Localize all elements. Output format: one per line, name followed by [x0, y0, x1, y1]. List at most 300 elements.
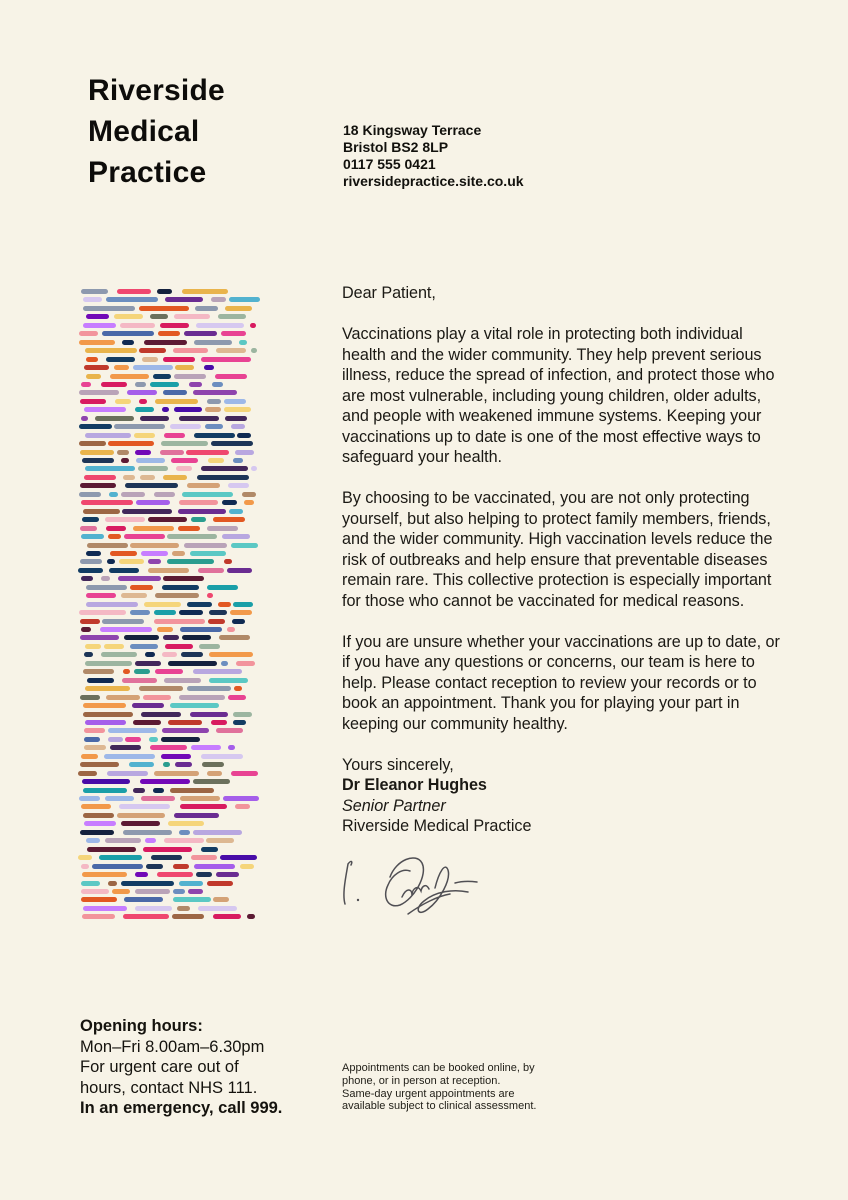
color-dash	[80, 526, 97, 531]
color-dash	[251, 348, 257, 353]
color-dash	[195, 306, 218, 311]
color-dash	[82, 872, 127, 877]
color-dash	[208, 458, 224, 463]
color-dash	[139, 686, 183, 691]
color-dash	[162, 407, 169, 412]
color-dash	[168, 821, 204, 826]
address-line-2: Bristol BS2 8LP	[343, 139, 449, 155]
color-dash	[132, 703, 164, 708]
color-dash	[144, 340, 187, 345]
color-dash	[114, 424, 165, 429]
color-dash	[162, 728, 209, 733]
color-dash	[163, 762, 170, 767]
color-dash	[84, 745, 106, 750]
color-dash	[240, 864, 254, 869]
color-dash	[227, 627, 235, 632]
color-dash	[138, 466, 168, 471]
color-dash	[153, 374, 171, 379]
color-dash	[80, 399, 107, 404]
color-dash	[154, 610, 176, 615]
color-dash	[136, 500, 170, 505]
color-dash	[182, 492, 233, 497]
color-dash	[78, 771, 97, 776]
color-dash	[81, 889, 110, 894]
color-dash	[141, 796, 176, 801]
opening-hours-block	[80, 1016, 283, 1119]
color-dash	[142, 357, 158, 362]
color-dash	[151, 855, 183, 860]
color-dash	[213, 914, 241, 919]
color-dash	[207, 771, 221, 776]
color-dash	[208, 619, 225, 624]
color-dash	[119, 804, 170, 809]
color-dash	[191, 517, 206, 522]
color-dash	[233, 712, 251, 717]
color-dash	[140, 779, 190, 784]
color-dash	[140, 416, 170, 421]
color-dash	[145, 838, 156, 843]
color-dash	[211, 297, 226, 302]
color-dash	[193, 830, 242, 835]
color-dash	[81, 500, 133, 505]
color-dash	[81, 416, 88, 421]
color-dash	[86, 593, 116, 598]
color-dash	[172, 914, 203, 919]
color-dash	[78, 855, 91, 860]
color-dash	[230, 610, 252, 615]
color-dash	[165, 644, 193, 649]
website-url: riversidepractice.site.co.uk	[343, 173, 524, 189]
color-dash	[155, 593, 199, 598]
color-dash	[140, 475, 155, 480]
color-dash	[130, 543, 179, 548]
color-dash	[193, 390, 238, 395]
color-dash	[108, 441, 154, 446]
color-dash	[105, 838, 141, 843]
color-dash	[123, 669, 130, 674]
color-dash	[148, 517, 187, 522]
color-dash	[250, 323, 256, 328]
color-dash	[85, 348, 136, 353]
color-dash	[105, 517, 145, 522]
color-dash	[165, 297, 203, 302]
color-dash	[164, 678, 201, 683]
color-dash	[133, 365, 173, 370]
color-dash	[104, 754, 154, 759]
appointments-small-print	[342, 1062, 540, 1113]
color-dash	[174, 314, 210, 319]
color-dash	[176, 466, 191, 471]
color-dash	[157, 872, 193, 877]
color-dash	[201, 754, 243, 759]
color-dash	[108, 728, 157, 733]
color-dash	[119, 559, 144, 564]
color-dash	[85, 661, 132, 666]
color-dash	[81, 864, 89, 869]
color-dash	[175, 365, 194, 370]
color-dash	[233, 602, 253, 607]
color-dash	[114, 365, 129, 370]
color-dash	[181, 652, 203, 657]
color-dash	[118, 576, 161, 581]
color-dash	[172, 551, 185, 556]
color-dash	[207, 881, 232, 886]
color-dash	[107, 559, 115, 564]
color-dash	[101, 652, 137, 657]
color-dash	[213, 517, 245, 522]
color-dash	[153, 788, 164, 793]
color-dash	[180, 804, 227, 809]
color-dash	[207, 593, 213, 598]
signatory-organisation: Riverside Medical Practice	[342, 817, 532, 835]
color-dash	[81, 897, 117, 902]
color-dash	[122, 678, 157, 683]
color-dash	[163, 475, 186, 480]
color-dash	[194, 433, 234, 438]
paragraph-community-protection: By choosing to be vaccinated, you are not only protecting yourself, but also helping to protect family members, friends, and the wider community. High vaccination levels reduce the risk of outbreaks and help ensure that preventable diseases remain rare. This collective protection is especially important for those who cannot be vaccinated for medical reasons.	[342, 489, 773, 610]
color-dash	[125, 483, 178, 488]
color-dash	[106, 695, 141, 700]
color-dash	[127, 390, 158, 395]
color-dash	[81, 289, 107, 294]
color-dash	[187, 602, 211, 607]
color-dash	[149, 737, 158, 742]
handwritten-signature-image	[338, 847, 488, 925]
color-dash	[84, 737, 101, 742]
color-dash	[123, 914, 168, 919]
paragraph-vaccination-role: Vaccinations play a vital role in protecting both individual health and the wider community. They help prevent serious illness, reduce the spread of infection, and protect those who are most vulnerable, including young children, older adults, and people with weakened immune systems. Keeping your vaccinations up to date is one of the most effective ways to safeguard your health.	[342, 325, 775, 466]
color-dash	[157, 627, 174, 632]
color-dash	[223, 796, 260, 801]
color-dash	[231, 771, 259, 776]
color-dash	[122, 509, 172, 514]
color-dash	[84, 365, 109, 370]
small-print-booking: Appointments can be booked online, by phone, or in person at reception.	[342, 1062, 535, 1087]
color-dash	[154, 619, 205, 624]
color-dash	[163, 357, 195, 362]
color-dash	[79, 331, 97, 336]
color-dash	[84, 821, 116, 826]
color-dash	[107, 771, 148, 776]
color-dash	[187, 483, 220, 488]
color-dash	[85, 686, 130, 691]
color-dash	[216, 728, 242, 733]
color-dash	[83, 509, 120, 514]
color-dash	[81, 881, 101, 886]
color-dash	[85, 433, 132, 438]
color-dash	[160, 450, 185, 455]
color-dash	[148, 568, 190, 573]
color-dash	[225, 416, 247, 421]
color-dash	[86, 602, 138, 607]
color-dash	[158, 331, 181, 336]
color-dash	[173, 897, 211, 902]
color-dash	[173, 864, 188, 869]
color-dash	[121, 492, 145, 497]
color-dash	[133, 720, 160, 725]
color-dash	[211, 720, 227, 725]
opening-hours-value: Mon–Fri 8.00am–6.30pm	[80, 1037, 265, 1056]
color-dash	[117, 450, 129, 455]
color-dash	[182, 289, 228, 294]
color-dash	[168, 661, 218, 666]
color-dash	[178, 509, 226, 514]
color-dash	[85, 720, 127, 725]
color-dash	[79, 390, 119, 395]
color-dash	[117, 289, 151, 294]
color-dash	[123, 475, 135, 480]
color-dash	[222, 500, 237, 505]
color-dash	[179, 881, 203, 886]
color-dash	[205, 407, 220, 412]
color-dash	[110, 745, 141, 750]
color-dash	[79, 340, 114, 345]
color-dash	[83, 906, 127, 911]
color-dash	[114, 314, 144, 319]
color-dash	[182, 635, 210, 640]
color-dash	[92, 864, 143, 869]
color-dash	[213, 897, 228, 902]
color-dash	[154, 492, 175, 497]
color-dash	[95, 416, 134, 421]
color-dash	[86, 357, 98, 362]
color-dash	[220, 855, 257, 860]
color-dash	[84, 652, 93, 657]
color-dash	[82, 458, 115, 463]
color-dash	[154, 771, 199, 776]
color-dash	[106, 297, 158, 302]
color-dash	[235, 804, 250, 809]
color-dash	[180, 627, 223, 632]
signatory-title: Senior Partner	[342, 796, 446, 815]
color-dash	[194, 340, 232, 345]
color-dash	[122, 340, 134, 345]
color-dash	[175, 762, 192, 767]
color-dash	[133, 788, 145, 793]
color-dash	[124, 635, 159, 640]
color-dash	[108, 534, 121, 539]
color-dash	[224, 559, 232, 564]
color-dash	[79, 492, 101, 497]
color-dash	[143, 695, 171, 700]
color-dash	[218, 314, 247, 319]
color-dash	[81, 754, 98, 759]
color-dash	[135, 407, 154, 412]
color-dash	[194, 864, 235, 869]
color-dash	[130, 610, 150, 615]
color-dash	[225, 306, 252, 311]
color-dash	[242, 492, 256, 497]
color-dash	[80, 450, 114, 455]
color-dash	[179, 695, 225, 700]
color-dash	[84, 407, 126, 412]
color-dash	[174, 407, 202, 412]
color-dash	[130, 585, 153, 590]
color-dash	[163, 635, 179, 640]
color-dash	[83, 813, 114, 818]
color-dash	[85, 644, 101, 649]
color-dash	[184, 543, 227, 548]
color-dash	[100, 627, 152, 632]
color-dash	[155, 669, 183, 674]
color-dash	[86, 838, 100, 843]
color-dash	[101, 576, 110, 581]
color-dash	[193, 669, 242, 674]
color-dash	[144, 602, 181, 607]
emergency-note: In an emergency, call 999.	[80, 1099, 283, 1117]
color-dash	[79, 610, 126, 615]
color-dash	[80, 695, 100, 700]
color-dash	[193, 779, 230, 784]
color-dash	[80, 483, 116, 488]
color-dash	[121, 593, 146, 598]
small-print-same-day: Same-day urgent appointments are available subject to clinical assessment.	[342, 1087, 537, 1113]
color-dash	[125, 737, 141, 742]
letter-body	[342, 283, 780, 925]
color-dash	[247, 914, 255, 919]
color-dash	[120, 323, 155, 328]
color-dash	[174, 374, 206, 379]
color-dash	[108, 881, 116, 886]
color-dash	[170, 424, 201, 429]
color-dash	[164, 838, 204, 843]
color-dash	[160, 323, 189, 328]
color-dash	[178, 526, 200, 531]
color-dash	[228, 695, 246, 700]
color-dash	[86, 551, 101, 556]
color-dash	[198, 568, 223, 573]
color-dash	[110, 374, 149, 379]
color-dash	[148, 559, 160, 564]
color-dash	[179, 500, 219, 505]
color-dash	[233, 720, 246, 725]
color-dash	[84, 475, 116, 480]
color-dash	[209, 610, 227, 615]
color-dash	[184, 331, 217, 336]
color-dash	[235, 450, 254, 455]
color-dash	[87, 543, 128, 548]
color-dash	[201, 466, 248, 471]
color-dash	[141, 551, 169, 556]
color-dash	[135, 906, 173, 911]
color-dash	[236, 661, 255, 666]
color-dash	[222, 534, 249, 539]
color-dash	[174, 813, 219, 818]
color-dash	[82, 779, 131, 784]
color-dash	[196, 323, 244, 328]
color-dash	[218, 602, 231, 607]
color-dash	[82, 517, 99, 522]
color-dash	[202, 762, 225, 767]
color-dash	[133, 526, 174, 531]
color-dash	[150, 314, 167, 319]
color-dash	[121, 881, 174, 886]
color-dash	[87, 678, 114, 683]
color-dash	[79, 424, 112, 429]
color-dash	[134, 433, 154, 438]
color-dash	[81, 382, 91, 387]
color-dash	[124, 534, 165, 539]
color-dash	[188, 889, 203, 894]
color-dash	[146, 864, 163, 869]
color-dash	[161, 441, 209, 446]
color-dash	[79, 796, 101, 801]
color-dash	[234, 686, 242, 691]
color-dash	[219, 635, 250, 640]
address-line-1: 18 Kingsway Terrace	[343, 122, 482, 138]
color-dash	[170, 788, 214, 793]
color-dash	[134, 669, 149, 674]
color-dash	[163, 390, 188, 395]
color-dash	[106, 357, 135, 362]
color-dash	[81, 534, 105, 539]
color-dash	[244, 500, 254, 505]
color-dash	[173, 348, 208, 353]
color-dash	[139, 399, 147, 404]
color-dash	[145, 652, 155, 657]
closing-line: Yours sincerely,	[342, 755, 454, 774]
color-dash	[228, 483, 249, 488]
color-dash	[141, 712, 181, 717]
color-dash	[221, 331, 246, 336]
color-dash	[191, 855, 217, 860]
color-dash	[129, 762, 154, 767]
color-dash	[199, 644, 220, 649]
color-dash	[164, 433, 185, 438]
color-dash	[206, 838, 235, 843]
color-dash	[228, 745, 235, 750]
color-dash	[135, 661, 161, 666]
color-dash	[215, 374, 247, 379]
color-dash	[121, 458, 129, 463]
color-dash	[83, 712, 134, 717]
color-dash	[207, 585, 239, 590]
color-dash	[173, 889, 185, 894]
color-dash	[168, 720, 202, 725]
color-dash	[209, 652, 253, 657]
color-dash	[212, 382, 223, 387]
color-dash	[87, 847, 136, 852]
color-dash	[207, 399, 221, 404]
color-dash	[211, 441, 253, 446]
color-dash	[101, 382, 128, 387]
color-dash	[198, 906, 237, 911]
color-dash	[106, 526, 127, 531]
color-dash	[99, 855, 143, 860]
color-dash	[83, 788, 128, 793]
color-dash	[157, 289, 172, 294]
color-dash	[167, 534, 217, 539]
color-dash	[81, 627, 91, 632]
color-dash	[191, 745, 220, 750]
color-dash	[79, 441, 105, 446]
color-dash	[80, 559, 102, 564]
color-dash	[224, 399, 246, 404]
color-dash	[231, 543, 258, 548]
color-dash	[186, 450, 229, 455]
color-dash	[78, 568, 103, 573]
color-dash	[237, 433, 251, 438]
color-dash	[86, 374, 101, 379]
color-dash	[104, 644, 125, 649]
color-dash	[139, 306, 189, 311]
color-dash	[167, 559, 214, 564]
color-dash	[135, 872, 148, 877]
color-dash	[229, 509, 243, 514]
opening-hours-label: Opening hours:	[80, 1017, 203, 1035]
color-dash	[124, 897, 163, 902]
color-dash	[204, 365, 214, 370]
